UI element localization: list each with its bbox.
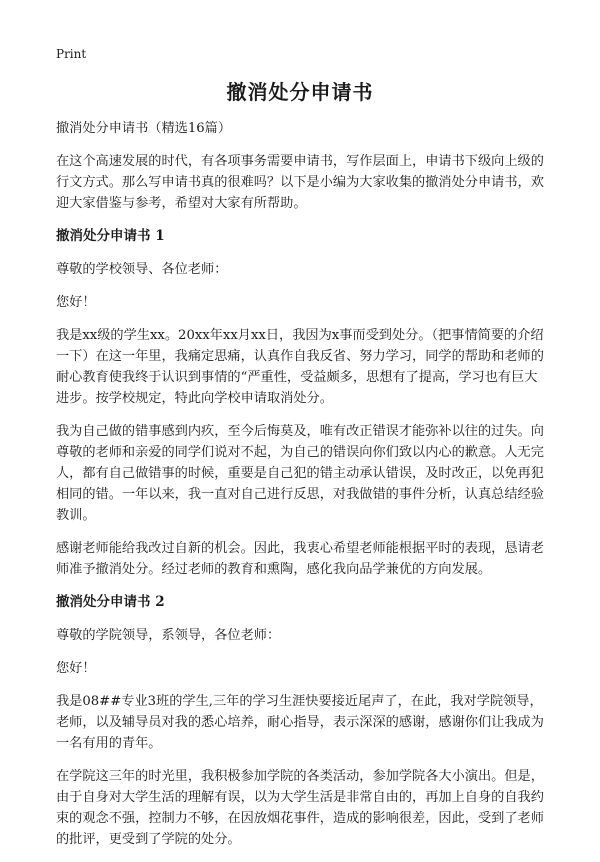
salutation: 尊敬的学校领导、各位老师： (56, 262, 228, 277)
salutation: 尊敬的学院领导，系领导，各位老师： (56, 628, 281, 643)
greeting: 您好！ (56, 295, 96, 310)
intro-paragraph: 在这个高速发展的时代，有各项事务需要申请书，写作层面上，申请书下级向上级的行文方式。那么写申请书真的很难吗？以下是小编为大家收集的撤消处分申请书，欢迎大家借鉴与参考，希望对大家有所帮助。 (56, 154, 544, 211)
body-paragraph: 在学院这三年的时光里，我积极参加学院的各类活动，参加学院各大小演出。但是，由于自身对大学生活的理解有误，以为大学生活是非常自由的，再加上自身的自我约束的观念不强，控制力不够，在因放烟花事件，造成的影响很差，因此，受到了老师的批评，更受到了学院的处分。 (56, 769, 544, 847)
body-paragraph: 感谢老师能给我改过自新的机会。因此，我衷心希望老师能根据平时的表现，恳请老师准予撤消处分。经过老师的教育和熏陶，感化我向品学兼优的方向发展。 (56, 541, 544, 577)
body-paragraph: 我是xx级的学生xx。20xx年xx月xx日，我因为x事而受到处分。（把事情简要的介绍一下）在这一年里，我痛定思痛，认真作自我反省、努力学习，同学的帮助和老师的耐心教育使我终于认识到事情的“严重性，受益颇多，思想有了提高，学习也有巨大进步。按学校规定，特此向学校申请取消处分。 (56, 328, 544, 406)
greeting: 您好！ (56, 661, 96, 676)
print-link[interactable]: Print (56, 47, 87, 61)
section-heading: 撤消处分申请书 1 (56, 228, 165, 244)
body-paragraph: 我为自己做的错事感到内疚，至今后悔莫及，唯有改正错误才能弥补以往的过失。向尊敬的老师和亲爱的同学们说对不起，为自己的错误向你们致以内心的歉意。人无完人，都有自己做错事的时候，重要是自己犯的错主动承认错误，及时改正，以免再犯相同的错。一年以来，我一直对自己进行反思，对我做错的事件分析，认真总结经验教训。 (56, 424, 544, 523)
article-body (56, 118, 548, 862)
page-title: 撤消处分申请书 (226, 80, 374, 104)
section-heading: 撤消处分申请书 2 (56, 594, 165, 610)
article-subtitle: 撤消处分申请书（精选16篇） (56, 121, 232, 136)
body-paragraph: 我是08##专业3班的学生,三年的学习生涯快要接近尾声了，在此，我对学院领导，老师，以及辅导员对我的悉心培养，耐心指导，表示深深的感谢，感谢你们让我成为一名有用的青年。 (56, 694, 544, 751)
